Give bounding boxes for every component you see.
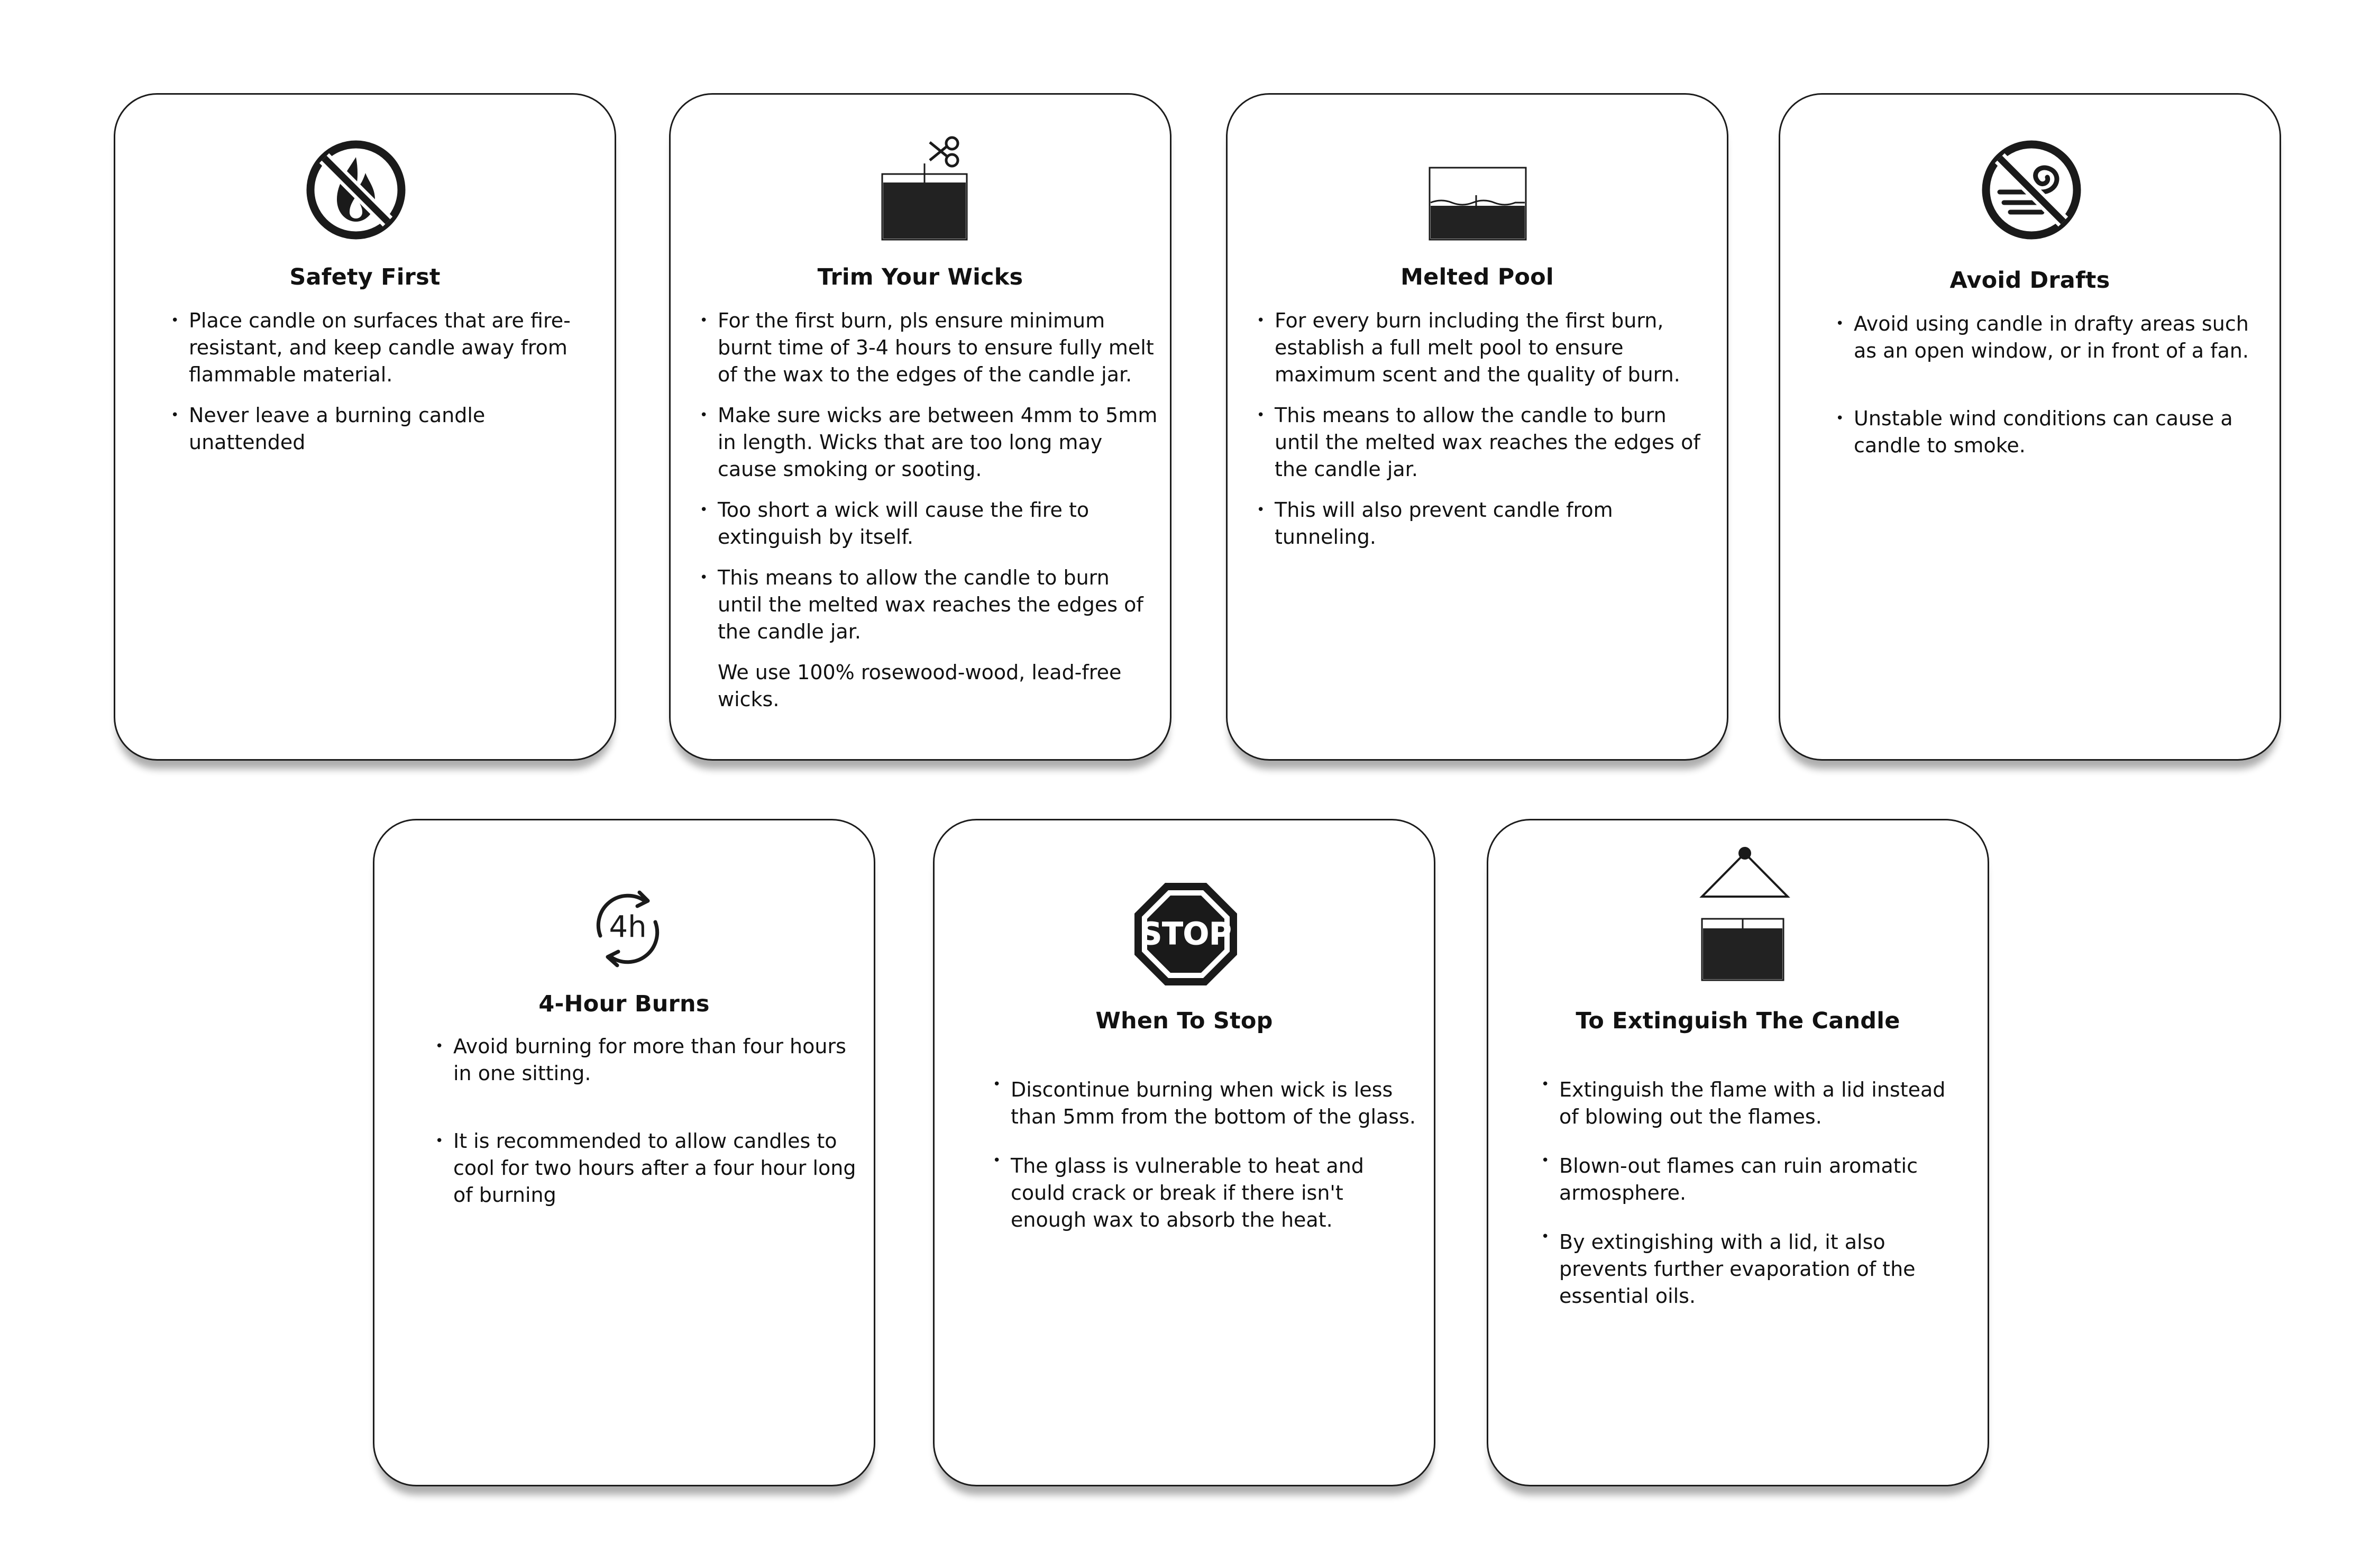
card-to-extinguish — [1487, 819, 1989, 1486]
bullet-item: • By extingishing with a lid, it also prevents further evaporation of the essential oils. — [1541, 1229, 1970, 1310]
bullet-item: • Blown-out flames can ruin aromatic armosphere. — [1541, 1153, 1970, 1207]
bullet-item: • This means to allow the candle to burn until the melted wax reaches the edges of the candle jar. — [700, 564, 1160, 645]
bullet-item: • The glass is vulnerable to heat and could crack or break if there isn't enough wax to absorb the heat. — [993, 1153, 1416, 1234]
scissors-candle-icon — [877, 132, 983, 243]
four-hour-cycle-icon — [573, 873, 679, 979]
bullet-item: • Extinguish the flame with a lid instead of blowing out the flames. — [1541, 1076, 1970, 1130]
no-fire-icon — [303, 137, 409, 243]
bullet-item: • Too short a wick will cause the fire to extinguish by itself. — [700, 497, 1160, 551]
card-title: When To Stop — [1095, 1008, 1273, 1034]
four-hour-icon-label: 4h — [609, 910, 647, 944]
bullet-item: • Make sure wicks are between 4mm to 5mm in length. Wicks that are too long may cause smoking or sooting. — [700, 402, 1160, 483]
stop-sign-label: STOP — [1140, 916, 1232, 952]
bullet-item: • Discontinue burning when wick is less than 5mm from the bottom of the glass. — [993, 1076, 1416, 1130]
card-title: 4-Hour Burns — [538, 991, 710, 1017]
card-bullets — [1836, 311, 2259, 459]
card-bullets — [171, 307, 594, 456]
bullet-item: • For the first burn, pls ensure minimum burnt time of 3-4 hours to ensure fully melt of the wax to the edges of the candle jar. — [700, 307, 1160, 388]
card-title: Trim Your Wicks — [817, 264, 1023, 290]
bullet-item: • Never leave a burning candle unattended — [171, 402, 594, 456]
card-bullets — [1257, 307, 1717, 551]
card-bullets — [1541, 1076, 1970, 1310]
wick-note: We use 100% rosewood-wood, lead-free wicks. — [718, 661, 1122, 711]
candle-lid-icon — [1695, 842, 1795, 984]
card-bullets — [993, 1076, 1416, 1234]
stop-sign-icon — [1130, 879, 1241, 990]
card-title: Avoid Drafts — [1949, 267, 2110, 294]
card-when-to-stop — [933, 819, 1435, 1486]
bullet-item: • Place candle on surfaces that are fire-resistant, and keep candle away from flammable material. — [171, 307, 594, 388]
bullet-item: • Avoid burning for more than four hours in one sitting. — [435, 1033, 858, 1087]
card-trim-your-wicks — [669, 93, 1171, 761]
no-wind-icon — [1979, 137, 2084, 243]
card-melted-pool — [1226, 93, 1728, 761]
card-safety-first — [114, 93, 616, 761]
melt-pool-icon — [1423, 163, 1529, 243]
card-title: Melted Pool — [1400, 264, 1554, 290]
card-title: Safety First — [289, 264, 441, 290]
bullet-item: • It is recommended to allow candles to cool for two hours after a four hour long of burning — [435, 1128, 858, 1209]
bullet-item: • For every burn including the first burn, establish a full melt pool to ensure maximum scent and the quality of burn. — [1257, 307, 1717, 388]
card-bullets — [435, 1033, 858, 1209]
card-title: To Extinguish The Candle — [1576, 1008, 1900, 1034]
bullet-item: • This means to allow the candle to burn until the melted wax reaches the edges of the candle jar. — [1257, 402, 1717, 483]
card-four-hour-burns — [373, 819, 875, 1486]
bullet-item: • Unstable wind conditions can cause a candle to smoke. — [1836, 405, 2259, 459]
bullet-item: • Avoid using candle in drafty areas such as an open window, or in front of a fan. — [1836, 311, 2259, 364]
card-bullets — [700, 307, 1160, 713]
card-avoid-drafts — [1779, 93, 2281, 761]
bullet-item: • This will also prevent candle from tunneling. — [1257, 497, 1717, 551]
